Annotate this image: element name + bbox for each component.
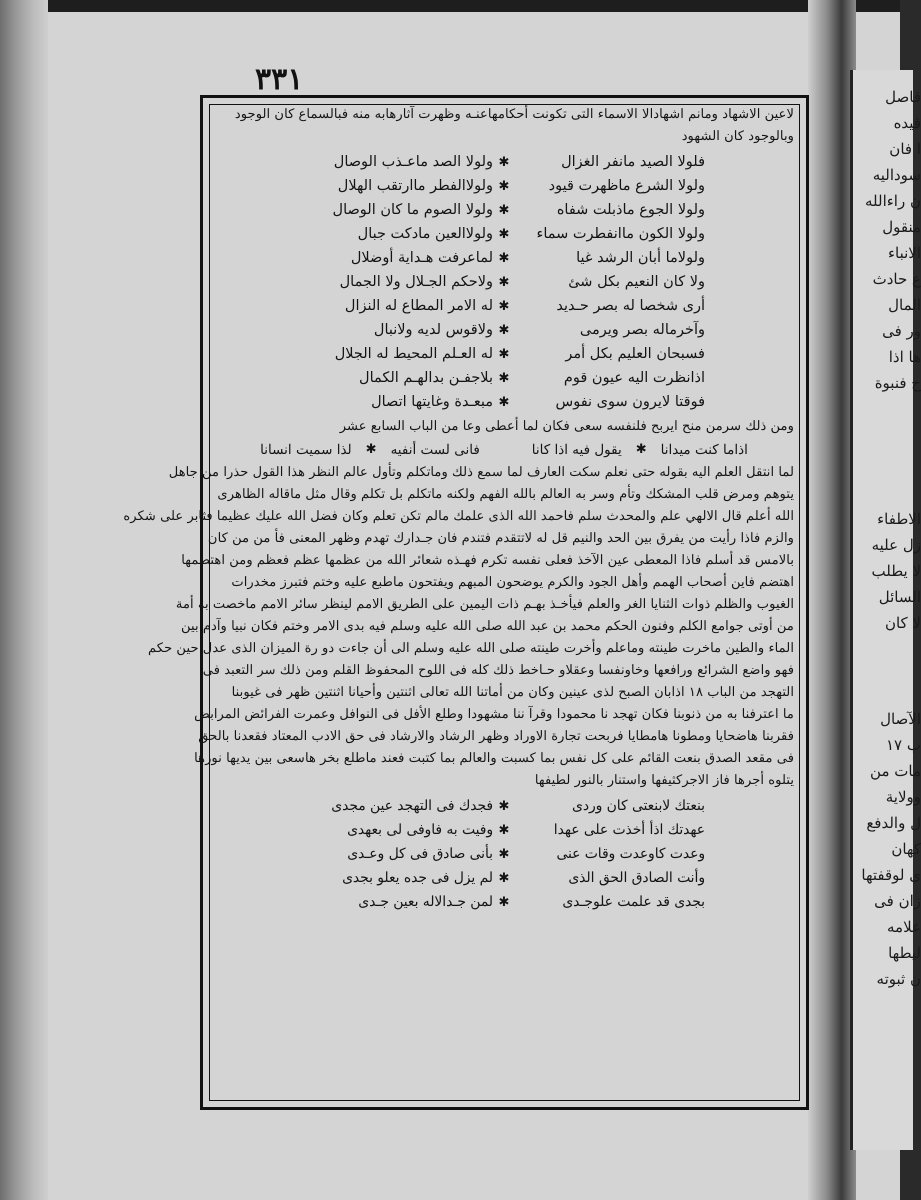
hemistich-first: ولولاما أبان الرشد غيا [576, 250, 705, 266]
adjacent-page-fragment: ل والدفع [866, 814, 921, 832]
adjacent-page-fragment: قاصل [885, 88, 921, 106]
verse-separator: ✱ [498, 822, 510, 838]
hemistich-second: فجدك فى التهجد عين مجدى [331, 798, 493, 814]
verse-separator: ✱ [498, 202, 510, 218]
prose-line: ومن ذلك سرمن منح ايربح فلنفسه سعى فكان لما أعطى وعا من الباب السابع عشر [339, 419, 794, 434]
hemistich-first: أرى شخصا له بصر حـديد [556, 298, 705, 314]
adjacent-page-fragment: كهان [891, 840, 921, 858]
prose-line: والزم فاذا رأيت من يفرق بين الحد والنيم قل له لاتتقدم فتندم فان جـدارك تهدم وظهر المعنى فأ من من كان [207, 531, 794, 546]
verse-line [210, 342, 798, 366]
adjacent-page-fragment: السائل [878, 588, 921, 606]
adjacent-page-fragment: مات من [870, 762, 921, 780]
verse-line [210, 390, 798, 414]
verse-line [210, 366, 798, 390]
hemistich-second: وفيت به فاوفى لى بعهدى [347, 822, 493, 838]
prose-line: من أوتى جوامع الكلم وفنون الحكم محمد بن عبد الله صلى الله عليه وسلم فيه بدى الامر وختم فكان نبيا وآدم بين [180, 619, 794, 634]
hemistich: لذا سميت انسانا [260, 442, 352, 458]
prose-line: الغيوب والظلم ذوات الثنايا الغر والعلم فيأخـذ بهـم ذات اليمين على الطريق الامم لينظر سائر الامم ماخصت به أمة [175, 597, 794, 612]
adjacent-page-fragment: ب ١٧ [885, 736, 921, 754]
hemistich-second: بلاجفـن بدالهـم الكمال [359, 370, 493, 386]
adjacent-page-fragment: ليطها [888, 944, 921, 962]
verse-line [210, 150, 798, 174]
adjacent-page-fragment: الآصال [880, 710, 921, 728]
hemistich-first: فلولا الصيد مانفر الغزال [561, 154, 705, 170]
hemistich-first: ولولا الجوع ماذبلت شفاه [556, 202, 705, 218]
hemistich-second: له العـلم المحيط له الجلال [334, 346, 493, 362]
adjacent-page-fragment: منقول [882, 218, 921, 236]
hemistich-second: ولولاالفطر ماارتقب الهلال [337, 178, 493, 194]
prose-line: لاعين الاشهاد ومانم اشهادالا الاسماء التى تكونت أحكامهاعنـه وظهرت آثارهابه منه فبالسماع كان الوجود [234, 107, 794, 122]
adjacent-page-fragment: زل عليه [871, 536, 921, 554]
verse-separator: ✱ [498, 798, 510, 814]
adjacent-page-fragment: قيده [893, 114, 921, 132]
prose-line: فهو واضع الشرائع ورافعها وخاونفسا وعقلاو حـاخط ذلك كله فى اللوح المحفوظ القلم ومن ذلك سر التعبد فى [202, 663, 794, 678]
hemistich-second: بأنى صادق فى كل وعـدى [347, 846, 493, 862]
verse-line [210, 866, 798, 890]
hemistich-second: ولولا الصوم ما كان الوصال [332, 202, 493, 218]
page-number: ٣٣١ [255, 62, 304, 97]
verse-separator: ✱ [498, 154, 510, 170]
adjacent-page-text [857, 84, 921, 992]
adjacent-page-fragment: زان فى [874, 892, 921, 910]
hemistich-first: اذانظرت اليه عيون قوم [563, 370, 705, 386]
adjacent-page-fragment: سوداليه [872, 166, 921, 184]
adjacent-page-fragment: ى لوقفتها [861, 866, 921, 884]
verse-line [210, 818, 798, 842]
verse-separator: ✱ [365, 442, 377, 457]
adjacent-page-fragment: علامه [887, 918, 921, 936]
hemistich-first: ولا كان النعيم بكل شئ [568, 274, 705, 290]
prose-line: التهجد من الباب ١٨ اذابان الصبح لذى عينين وكان من أماتنا الله تعالى اثنتين وأحيانا اثنتين ظهر فى غيوبنا [231, 685, 794, 700]
verse-line [210, 318, 798, 342]
hemistich-first: ولولا الشرع ماظهرت قيود [548, 178, 705, 194]
prose-line: ما اعترفنا به من ذنوبنا فكان تهجد نا محمودا وقرآ ننا مشهودا وطلع الأفل فى النوافل وعمرت الفرائض المرابض [194, 707, 794, 722]
book-gutter [808, 0, 856, 1200]
verse-separator: ✱ [498, 178, 510, 194]
hemistich: يقول فيه اذا كانا [531, 442, 622, 458]
scan-top-border [0, 0, 900, 12]
verse-separator: ✱ [498, 346, 510, 362]
hemistich-second: ولولا الصد ماعـذب الوصال [333, 154, 493, 170]
hemistich-first: عهدتك اذأ أخذت على عهدا [553, 822, 705, 838]
adjacent-page-fragment: الانباء [887, 244, 921, 262]
adjacent-page-fragment: ور فى [882, 322, 921, 340]
hemistich-second: ولولاالعين مادكت جبال [357, 226, 493, 242]
hemistich-second: مبعـدة وغايتها اتصال [371, 394, 493, 410]
verse-separator: ✱ [498, 322, 510, 338]
prose-line: فقربنا هاضحايا ومطونا هامطايا فربحت تجارة الاوراد وظهر الرشاد والارشاد فى حق الادب المعتاد فقعدنا بالحق [198, 729, 794, 744]
prose-line: يتلوه أجرها فاز الاجركثيفها واستنار بالنور لطيفها [534, 773, 794, 788]
prose-line: الماء والطين ماخرت طينته وماعلم وأخرت طينته صلى الله عليه وسلم الى أن جاءت دو رة الميزان الذى عدل حين حكم [148, 641, 794, 656]
hemistich-first: فوقتا لايرون سوى نفوس [555, 394, 705, 410]
adjacent-page-fragment: ها اذا [888, 348, 921, 366]
verse-separator: ✱ [498, 370, 510, 386]
verse-separator: ✱ [498, 894, 510, 910]
verse-separator: ✱ [498, 226, 510, 242]
adjacent-page-fragment: ن راءالله [865, 192, 921, 210]
hemistich-second: له الامر المطاع له النزال [344, 298, 493, 314]
prose-line: الله أعلم قال الالهي علم والمحدث سلم فاحمد الله الذى علمك مالم تكن تعلم وكان فضل الله عليك عظيما فثابر على شكره [123, 509, 794, 524]
prose-line: لما انتقل العلم اليه بقوله حتى نعلم سكت العارف لما سمع ذلك وماتكلم وتأول عالم النظر هذا القول حذرا من جاهل [168, 465, 794, 480]
verse-separator: ✱ [498, 870, 510, 886]
adjacent-page-fragment: ن ثبوته [876, 970, 921, 988]
hemistich-first: وأنت الصادق الحق الذى [568, 870, 705, 886]
adjacent-page-fragment: لا يطلب [871, 562, 921, 580]
prose-line: وبالوجود كان الشهود [681, 129, 794, 144]
verse-line [210, 294, 798, 318]
hemistich-first: فسبحان العليم بكل أمر [565, 346, 705, 362]
verse-line [210, 794, 798, 818]
hemistich-second: لم يزل فى جده يعلو بجدى [342, 870, 493, 886]
adjacent-page-fragment: وولاية [885, 788, 921, 806]
verse-line [210, 198, 798, 222]
verse-separator: ✱ [635, 442, 647, 457]
hemistich-second: لماعرفت هـداية أوضلال [350, 250, 493, 266]
verse-line [210, 890, 798, 914]
verse-separator: ✱ [498, 846, 510, 862]
page-left-edge [0, 0, 48, 1200]
hemistich-first: ولولا الكون ماانفطرت سماء [536, 226, 705, 242]
verse-line [210, 246, 798, 270]
adjacent-page-fragment: الاطفاء [877, 510, 921, 528]
adjacent-page-fragment: ا فان [889, 140, 921, 158]
prose-line: فى مقعد الصدق بنعت القائم على كل نفس بما كسبت والعالم بما كتبت فعند ماطلع بخر هاسعى بين يديها نورها [194, 751, 794, 766]
poem-block-1 [210, 150, 798, 414]
verse-separator: ✱ [498, 274, 510, 290]
verse-line [210, 222, 798, 246]
prose-line: بالامس قد أسلم فاذا المعطى عين الآخذ فعلى نفسه تكرم فهـذه شعائر الله من عظمها عظم فعظم ومن اهتضمها [181, 553, 794, 568]
hemistich-first: بجدى قد علمت علوجـدى [562, 894, 705, 910]
hemistich-second: ولاحكم الجـلال ولا الجمال [339, 274, 493, 290]
short-verse [210, 438, 798, 462]
verse-line [210, 174, 798, 198]
verse-separator: ✱ [498, 298, 510, 314]
adjacent-page-fragment: ح فنبوة [874, 374, 921, 392]
hemistich-second: ولاقوس لديه ولانبال [373, 322, 493, 338]
adjacent-page [850, 70, 921, 1150]
hemistich-first: وآخرماله بصر ويرمى [579, 322, 705, 338]
hemistich: فانى لست أنفيه [390, 442, 480, 458]
prose-line: يتوهم ومرض قلب المشكك وتأم وسر به العالم بالله الفهم ولكنه ماتكلم بل تكلم وقال مثل ماقاله الظاهرى [217, 487, 794, 502]
verse-separator: ✱ [498, 250, 510, 266]
hemistich-first: بنعتك لابنعتى كان وردى [572, 798, 705, 814]
verse-separator: ✱ [498, 394, 510, 410]
prose-line: اهتضم فاين أصحاب الهمم وأهل الجود والكرم يوضحون المبهم ويفتحون ماطبع عليه وختم فتبرز مخدرات [231, 575, 794, 590]
page-text [123, 104, 798, 1099]
adjacent-page-fragment: ع حادث [872, 270, 921, 288]
hemistich: اذاما كنت ميدانا [660, 442, 748, 458]
verse-line [210, 842, 798, 866]
hemistich-second: لمن جـدالاله بعين جـدى [358, 894, 493, 910]
adjacent-page-fragment: المال [888, 296, 921, 314]
prose-paragraph [123, 462, 798, 792]
adjacent-page-fragment: لا كان [884, 614, 921, 632]
hemistich-first: وعدت كاوعدت وقات عنى [556, 846, 705, 862]
verse-line [210, 270, 798, 294]
poem-block-2 [210, 794, 798, 914]
